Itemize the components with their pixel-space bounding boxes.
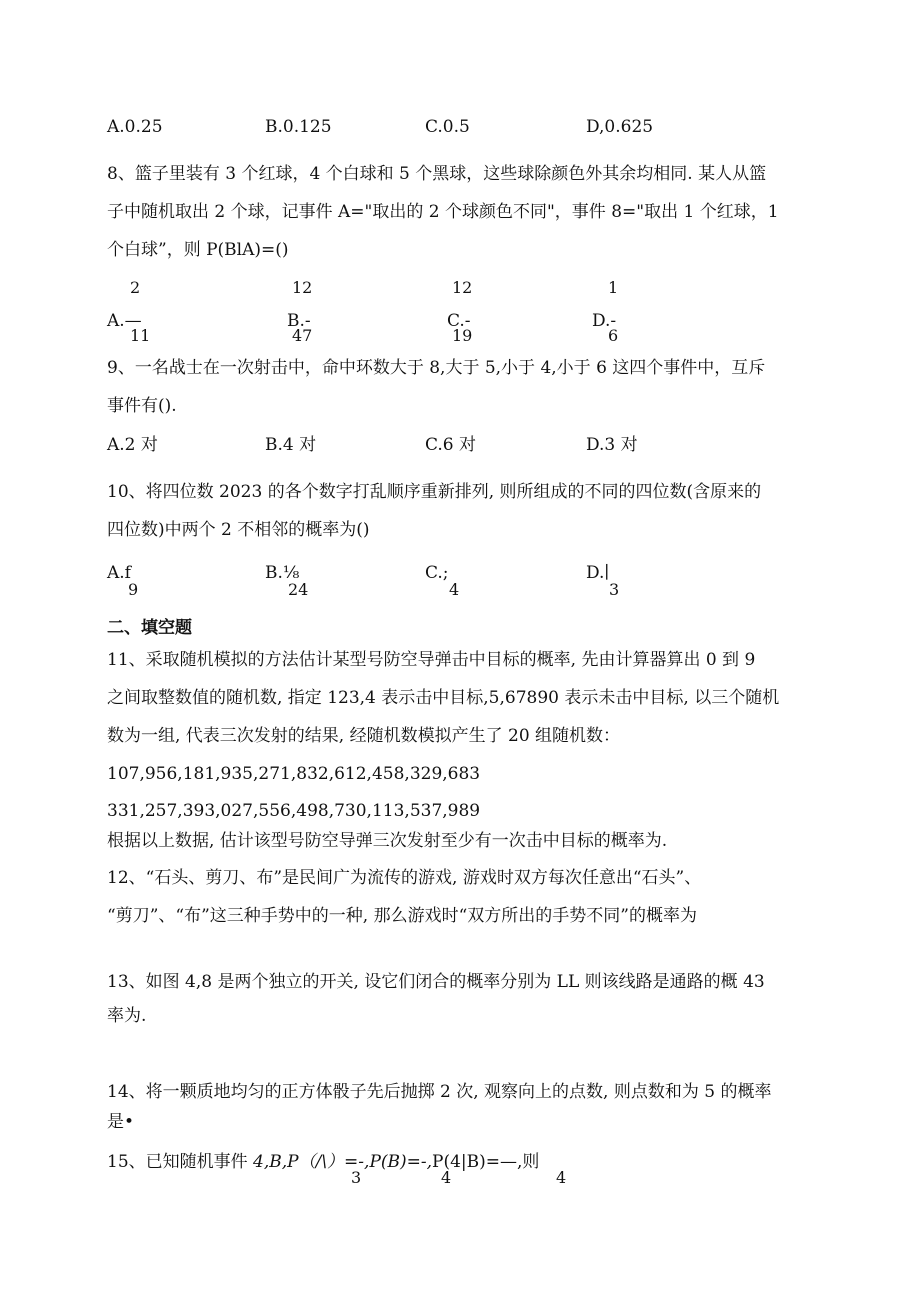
q10-denominator-a: 9 <box>128 580 139 599</box>
q14-text-line2: 是• <box>107 1112 135 1132</box>
q11-data-row2: 331,257,393,027,556,498,730,113,537,989 <box>107 801 481 821</box>
q7-option-c: C.0.5 <box>425 117 470 137</box>
q7-option-b: B.0.125 <box>265 117 332 137</box>
q11-text-line1: 11、采取随机模拟的方法估计某型号防空导弹击中目标的概率, 先由计算器算出 0 到 9 <box>107 650 756 670</box>
q10-option-a: A.f <box>107 563 131 583</box>
q10-denominator-b: 24 <box>288 580 309 599</box>
q8-text-line3: 个白球”，则 P(BlA)=() <box>107 240 289 260</box>
q13-text-line2: 率为. <box>107 1006 147 1026</box>
q10-option-b: B.⅛ <box>265 563 300 583</box>
q8-option-c: C.- <box>447 311 471 331</box>
q8-denominator-d: 6 <box>608 326 619 345</box>
q9-option-c: C.6 对 <box>425 435 477 455</box>
q10-denominator-d: 3 <box>609 580 620 599</box>
q14-text-line1: 14、将一颗质地均匀的正方体骰子先后抛掷 2 次, 观察向上的点数, 则点数和为 5 的概率 <box>107 1082 772 1102</box>
q11-text-line2: 之间取整数值的随机数, 指定 123,4 表示击中目标,5,67890 表示未击中目标, 以三个随机 <box>107 688 780 708</box>
q13-text-line1: 13、如图 4,8 是两个独立的开关, 设它们闭合的概率分别为 LL 则该线路是通路的概 43 <box>107 972 765 992</box>
q7-option-d: D,0.625 <box>586 117 654 137</box>
q15-prefix: 15、已知随机事件 <box>107 1152 254 1172</box>
q9-option-d: D.3 对 <box>586 435 638 455</box>
q15-denominator-3: 4 <box>556 1168 567 1187</box>
q8-denominator-b: 47 <box>292 326 313 345</box>
q7-option-a: A.0.25 <box>107 117 163 137</box>
q15-denominator-2: 4 <box>441 1168 452 1187</box>
section-title-fill-in: 二、填空题 <box>107 618 192 638</box>
q11-text-line4: 根据以上数据, 估计该型号防空导弹三次发射至少有一次击中目标的概率为. <box>107 831 668 851</box>
q15-tail: P(4|B)=—,则 <box>432 1152 540 1172</box>
q8-numerator-b: 12 <box>292 278 313 297</box>
q9-text-line2: 事件有(). <box>107 396 177 416</box>
q15-text-line <box>107 1150 539 1174</box>
q9-option-a: A.2 对 <box>107 435 158 455</box>
q10-option-c: C.; <box>425 563 449 583</box>
q15-denominator-1: 3 <box>351 1168 362 1187</box>
q12-text-line1: 12、“石头、剪刀、布”是民间广为流传的游戏, 游戏时双方每次任意出“石头”、 <box>107 868 702 888</box>
q11-text-line3: 数为一组, 代表三次发射的结果, 经随机数模拟产生了 20 组随机数： <box>107 726 621 746</box>
q8-text-line2: 子中随机取出 2 个球，记事件 A="取出的 2 个球颜色不同"，事件 8="取出 1 个红球，1 <box>107 202 779 222</box>
q10-text-line2: 四位数)中两个 2 不相邻的概率为() <box>107 520 370 540</box>
q15-math: 4,B,P（/\）=-,P(B)=-, <box>253 1152 433 1172</box>
q8-option-a: A.— <box>107 311 142 331</box>
q8-option-d: D.- <box>592 311 617 331</box>
q10-denominator-c: 4 <box>449 580 460 599</box>
q8-denominator-a: 11 <box>130 326 151 345</box>
q11-data-row1: 107,956,181,935,271,832,612,458,329,683 <box>107 764 481 784</box>
q8-denominator-c: 19 <box>452 326 473 345</box>
q8-text-line1: 8、篮子里装有 3 个红球，4 个白球和 5 个黑球，这些球除颜色外其余均相同. 某人从篮 <box>107 164 767 184</box>
q8-numerator-d: 1 <box>608 278 619 297</box>
q9-text-line1: 9、一名战士在一次射击中，命中环数大于 8,大于 5,小于 4,小于 6 这四个事件中，互斥 <box>107 358 766 378</box>
q8-option-b: B.- <box>287 311 311 331</box>
q10-text-line1: 10、将四位数 2023 的各个数字打乱顺序重新排列, 则所组成的不同的四位数(含原来的 <box>107 482 762 502</box>
q9-option-b: B.4 对 <box>265 435 317 455</box>
q12-text-line2: “剪刀”、“布”这三种手势中的一种, 那么游戏时“双方所出的手势不同”的概率为 <box>107 906 697 926</box>
q8-numerator-a: 2 <box>130 278 141 297</box>
q8-numerator-c: 12 <box>452 278 473 297</box>
q10-option-d: D.∣ <box>586 563 610 583</box>
